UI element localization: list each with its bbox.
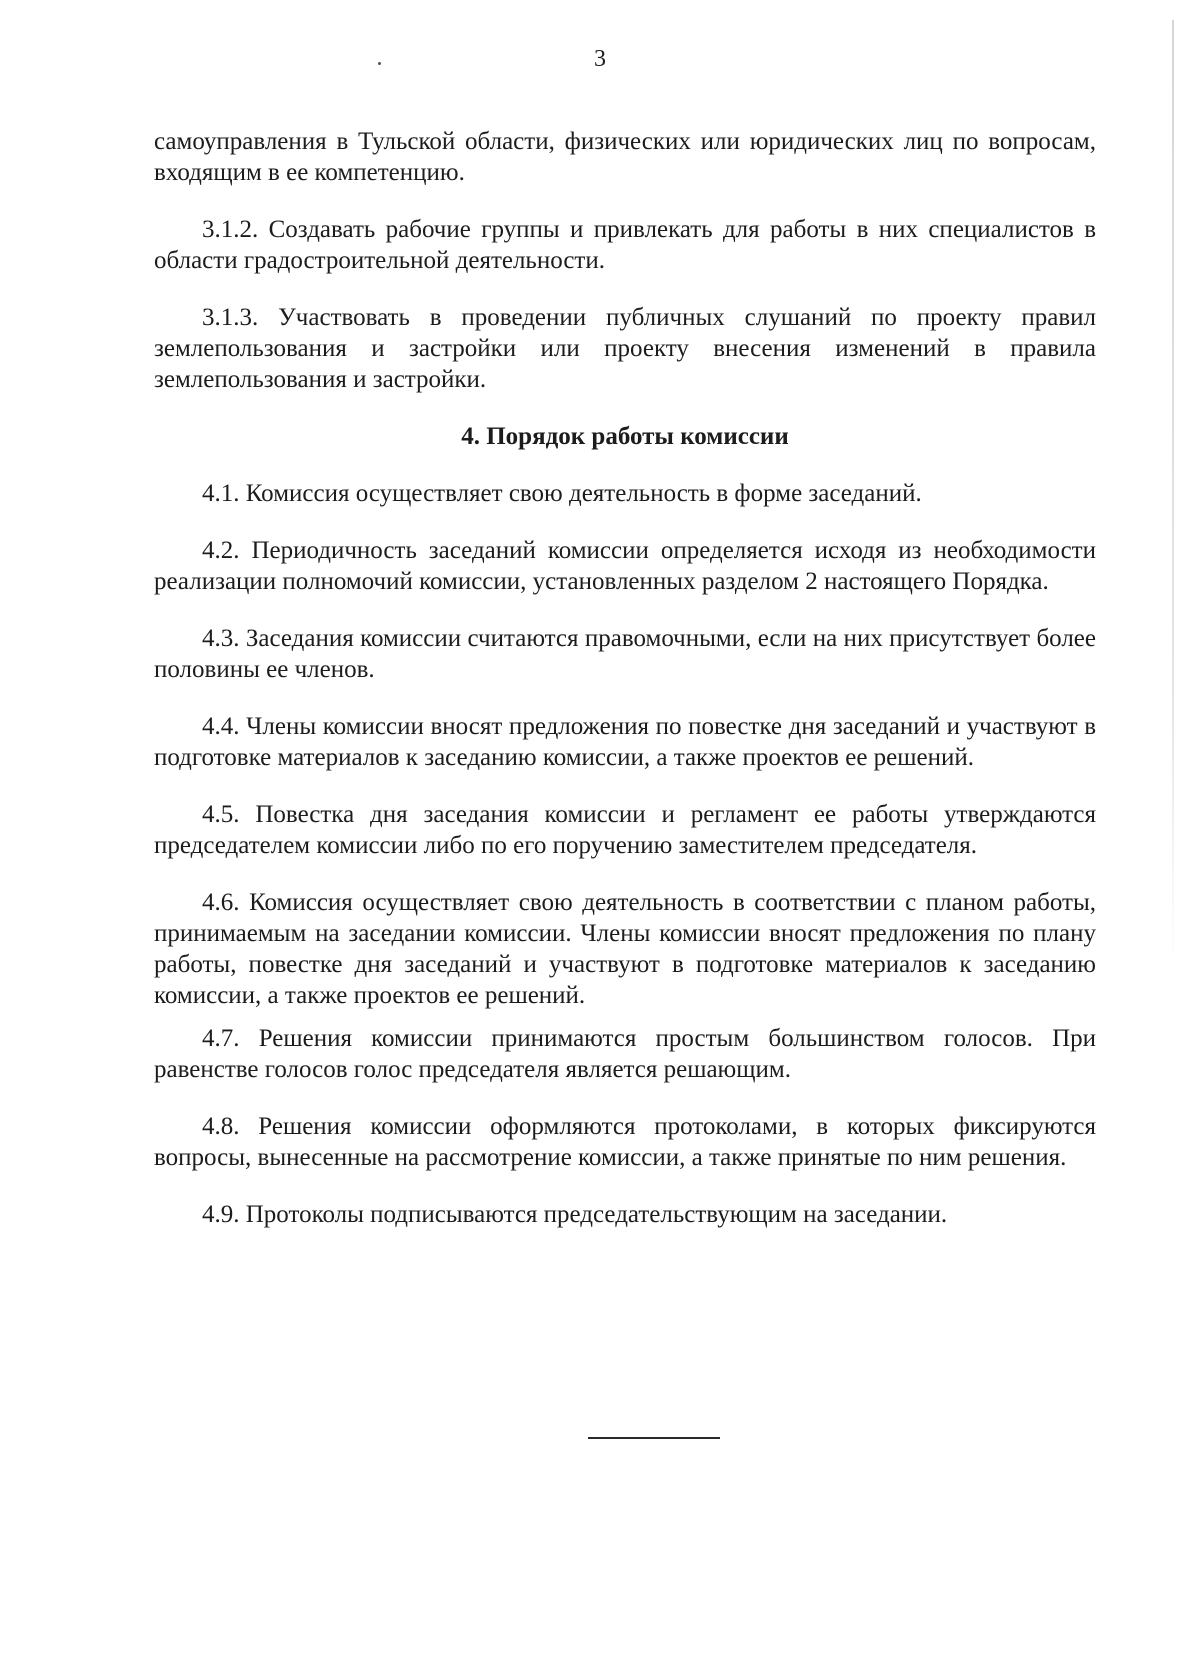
end-of-document-rule — [588, 1437, 720, 1439]
paragraph-3-1-3: 3.1.3. Участвовать в проведении публичных слушаний по проекту правил землепользования и застройки или проекту внесения изменений в правила землепользования и застройки. — [154, 304, 1096, 393]
paragraph-continuation: самоуправления в Тульской области, физических или юридических лиц по вопросам, входящим в ее компетенцию. — [154, 128, 1096, 186]
section-heading-4: 4. Порядок работы комиссии — [461, 423, 789, 450]
paragraph-4-7: 4.7. Решения комиссии принимаются простым большинством голосов. При равенстве голосов голос председателя является решающим. — [154, 1025, 1096, 1083]
paragraph-4-5: 4.5. Повестка дня заседания комиссии и регламент ее работы утверждаются председателем комиссии либо по его поручению заместителем председателя. — [154, 801, 1096, 859]
page-number: 3 — [594, 46, 606, 72]
paragraph-4-3: 4.3. Заседания комиссии считаются правомочными, если на них присутствует более половины ее членов. — [154, 625, 1096, 683]
paragraph-4-9: 4.9. Протоколы подписываются председательствующим на заседании. — [202, 1201, 948, 1228]
paragraph-4-1: 4.1. Комиссия осуществляет свою деятельность в форме заседаний. — [202, 480, 922, 507]
paragraph-4-6: 4.6. Комиссия осуществляет свою деятельность в соответствии с планом работы, принимаемым на заседании комиссии. Члены комиссии вносят предложения по плану работы, повестке дня заседаний и участвуют в подготовке материалов к заседанию комиссии, а также проектов ее решений. — [154, 889, 1096, 1009]
paragraph-4-8: 4.8. Решения комиссии оформляются протоколами, в которых фиксируются вопросы, вынесенные на рассмотрение комиссии, а также принятые по ним решения. — [154, 1113, 1096, 1171]
paragraph-4-2: 4.2. Периодичность заседаний комиссии определяется исходя из необходимости реализации полномочий комиссии, установленных разделом 2 настоящего Порядка. — [154, 537, 1096, 595]
scan-edge-artifact — [1172, 20, 1174, 970]
paragraph-4-4: 4.4. Члены комиссии вносят предложения по повестке дня заседаний и участвуют в подготовке материалов к заседанию комиссии, а также проектов ее решений. — [154, 713, 1096, 771]
document-body — [154, 126, 1096, 1230]
paragraph-3-1-2: 3.1.2. Создавать рабочие группы и привлекать для работы в них специалистов в области градостроительной деятельности. — [154, 216, 1096, 274]
